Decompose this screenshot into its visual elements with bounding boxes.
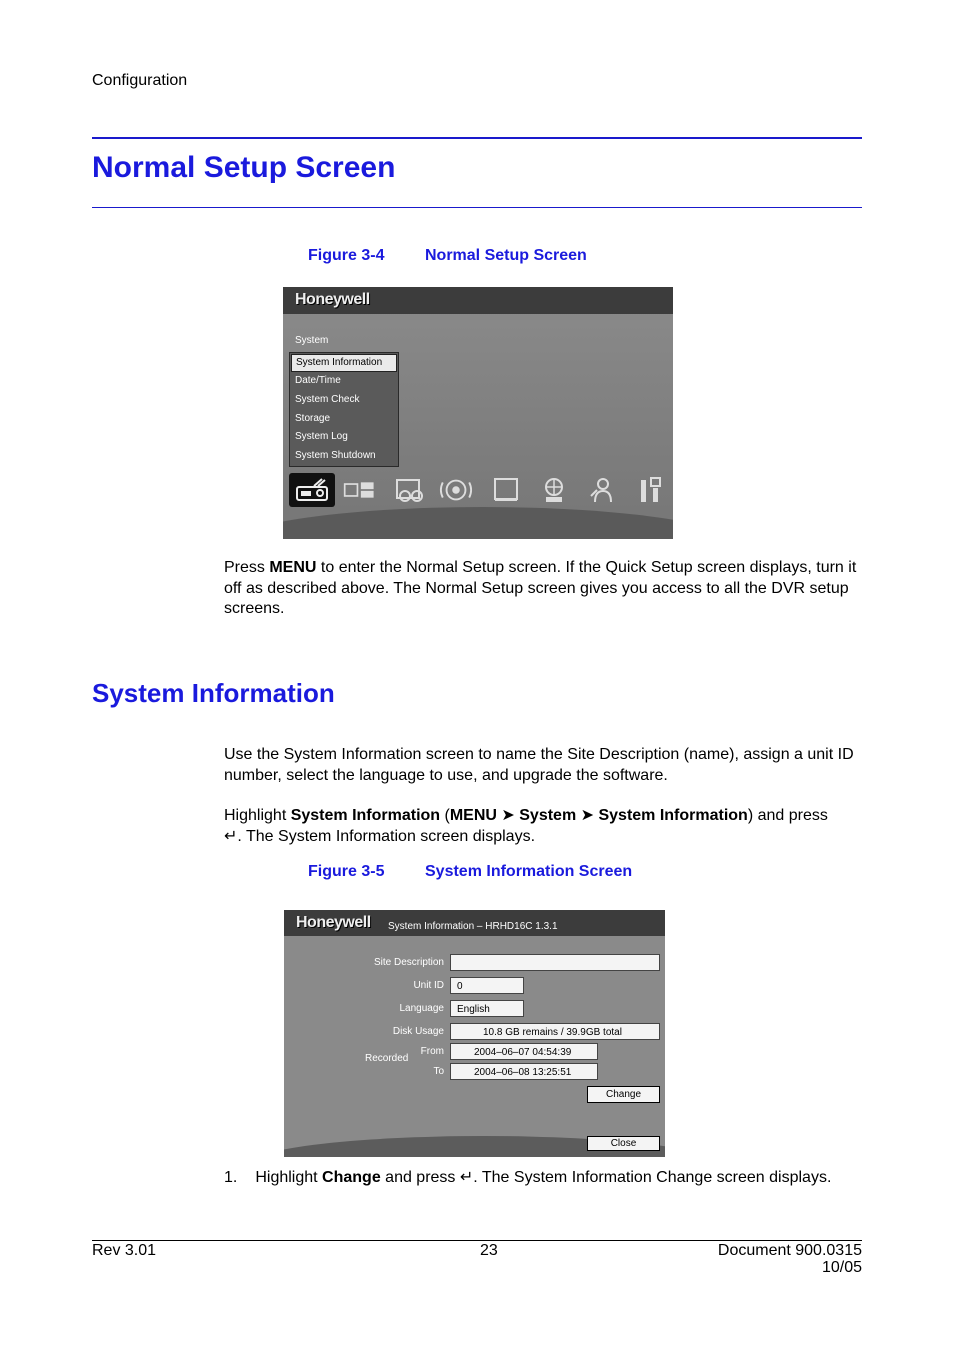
footer-rule xyxy=(92,1240,862,1241)
step-1: 1. Highlight Change and press ↵. The System Information Change screen displays. xyxy=(224,1169,832,1186)
network-icon[interactable] xyxy=(537,475,571,505)
menu-item-storage[interactable]: Storage xyxy=(295,413,331,424)
section-title-normal-setup: Normal Setup Screen xyxy=(92,151,396,184)
disk-usage-label: Disk Usage xyxy=(392,1026,444,1037)
system-information-screenshot xyxy=(284,910,665,1157)
disk-usage-field: 10.8 GB remains / 39.9GB total xyxy=(450,1023,660,1040)
footer-document-number: Document 900.0315 xyxy=(717,1242,862,1259)
normal-setup-paragraph xyxy=(224,558,864,620)
figure-title: Normal Setup Screen xyxy=(425,247,587,264)
step-number: 1. xyxy=(224,1169,238,1186)
honeywell-logo: Honeywell xyxy=(296,914,371,931)
menu-title: System xyxy=(295,335,329,346)
change-button[interactable]: Change xyxy=(587,1086,660,1103)
site-description-field[interactable] xyxy=(450,954,660,971)
footer-date: 10/05 xyxy=(821,1259,862,1276)
from-label: From xyxy=(420,1046,444,1057)
heading-rule-top xyxy=(92,137,862,139)
menu-item-date-time[interactable]: Date/Time xyxy=(295,375,341,386)
record-icon[interactable] xyxy=(343,475,377,505)
unit-id-label: Unit ID xyxy=(413,980,444,991)
honeywell-logo: Honeywell xyxy=(295,291,370,308)
heading-rule-bottom xyxy=(92,207,862,208)
menu-item-system-information[interactable]: System Information xyxy=(291,354,397,372)
recorded-label: Recorded xyxy=(365,1053,409,1064)
system-info-paragraph-2: Highlight System Information (MENU ➤ System ➤ System Information) and press ↵. The System Information screen displays. xyxy=(224,807,828,845)
figure-title: System Information Screen xyxy=(425,863,633,880)
system-info-paragraph-1: Use the System Information screen to name the Site Description (name), assign a unit ID number, select the language to use, and upgrade the software. xyxy=(224,746,854,784)
arrow-icon: ➤ xyxy=(576,807,599,824)
figure-number: Figure 3-4 xyxy=(308,247,385,264)
to-label: To xyxy=(433,1066,444,1077)
menu-item-system-shutdown[interactable]: System Shutdown xyxy=(295,450,376,461)
recorded-from-field: 2004–06–07 04:54:39 xyxy=(450,1043,598,1060)
section-title-system-information: System Information xyxy=(92,678,335,708)
normal-setup-screenshot xyxy=(283,287,673,539)
display-icon[interactable] xyxy=(489,475,523,505)
close-button[interactable]: Close xyxy=(587,1136,660,1151)
unit-id-field[interactable]: 0 xyxy=(450,977,524,994)
tools-icon[interactable] xyxy=(633,475,667,505)
footer-page-number: 23 xyxy=(480,1242,498,1259)
enter-key-icon: ↵ xyxy=(459,1169,474,1186)
arrow-icon: ➤ xyxy=(496,807,520,824)
recorded-to-field: 2004–06–08 13:25:51 xyxy=(450,1063,598,1080)
body-text: to enter the Normal Setup screen. If the Quick Setup screen displays, turn it off as described above. The Normal Setup screen gives you access to all the DVR setup screens. xyxy=(224,559,857,617)
event-icon[interactable] xyxy=(439,475,473,505)
setup-icon-bar xyxy=(289,473,667,509)
camera-icon[interactable] xyxy=(393,475,427,505)
footer-revision: Rev 3.01 xyxy=(92,1242,157,1259)
figure-number: Figure 3-5 xyxy=(308,863,385,880)
screen-title: System Information – HRHD16C 1.3.1 xyxy=(388,921,558,932)
body-text: Press xyxy=(224,559,270,576)
system-menu xyxy=(289,352,399,467)
menu-item-system-check[interactable]: System Check xyxy=(295,394,360,405)
language-label: Language xyxy=(399,1003,444,1014)
running-head: Configuration xyxy=(92,72,188,89)
language-field[interactable]: English xyxy=(450,1000,524,1017)
user-icon[interactable] xyxy=(585,475,619,505)
site-description-label: Site Description xyxy=(373,957,444,968)
menu-item-system-log[interactable]: System Log xyxy=(295,431,348,442)
system-icon[interactable] xyxy=(289,473,335,507)
decorative-swoosh xyxy=(283,507,673,539)
body-bold-menu: MENU xyxy=(269,559,317,576)
enter-key-icon: ↵ xyxy=(224,827,238,845)
